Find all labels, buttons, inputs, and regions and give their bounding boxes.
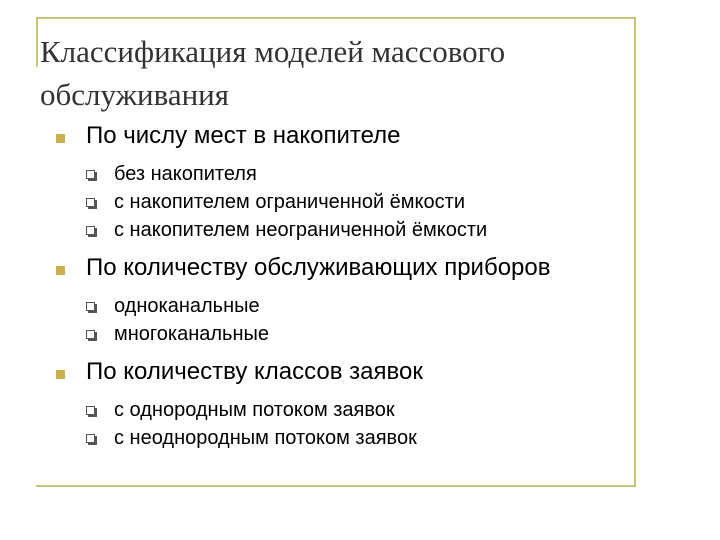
- bullet-group-classes: [56, 356, 626, 452]
- hollow-square-bullet-icon: [86, 406, 95, 415]
- hollow-square-bullet-icon: [86, 434, 95, 443]
- square-bullet-icon: [56, 134, 65, 143]
- frame-left-line: [36, 17, 38, 67]
- bullet-label: По числу мест в накопителе: [86, 122, 401, 149]
- bullet-label: По количеству классов заявок: [86, 358, 423, 385]
- sub-bullet-item: [56, 160, 626, 188]
- bullet-group-servers: [56, 252, 626, 348]
- sub-bullet-label: с накопителем ограниченной ёмкости: [114, 191, 465, 213]
- hollow-square-bullet-icon: [86, 302, 95, 311]
- square-bullet-icon: [56, 266, 65, 275]
- bullet-item: [56, 252, 626, 284]
- sub-bullet-item: [56, 396, 626, 424]
- bullet-list: [56, 120, 626, 460]
- bullet-group-storage: [56, 120, 626, 244]
- sub-bullet-list: [56, 160, 626, 244]
- sub-bullet-label: с однородным потоком заявок: [114, 399, 395, 421]
- sub-bullet-label: многоканальные: [114, 323, 270, 345]
- bullet-item: [56, 356, 626, 388]
- hollow-square-bullet-icon: [86, 330, 95, 339]
- sub-bullet-item: [56, 320, 626, 348]
- bullet-label: По количеству обслуживающих приборов: [86, 254, 551, 281]
- hollow-square-bullet-icon: [86, 198, 95, 207]
- frame-bottom-line: [36, 485, 636, 487]
- slide-title: Классификация моделей массового обслуживания: [40, 34, 506, 112]
- sub-bullet-label: без накопителя: [114, 163, 257, 185]
- sub-bullet-list: [56, 292, 626, 348]
- frame-top-line: [36, 17, 636, 19]
- square-bullet-icon: [56, 370, 65, 379]
- bullet-item: [56, 120, 626, 152]
- sub-bullet-list: [56, 396, 626, 452]
- frame-right-line: [634, 17, 636, 487]
- hollow-square-bullet-icon: [86, 170, 95, 179]
- sub-bullet-label: одноканальные: [114, 295, 260, 317]
- sub-bullet-item: [56, 216, 626, 244]
- sub-bullet-label: с неоднородным потоком заявок: [114, 427, 417, 449]
- sub-bullet-label: с накопителем неограниченной ёмкости: [114, 219, 488, 241]
- hollow-square-bullet-icon: [86, 226, 95, 235]
- sub-bullet-item: [56, 188, 626, 216]
- sub-bullet-item: [56, 424, 626, 452]
- sub-bullet-item: [56, 292, 626, 320]
